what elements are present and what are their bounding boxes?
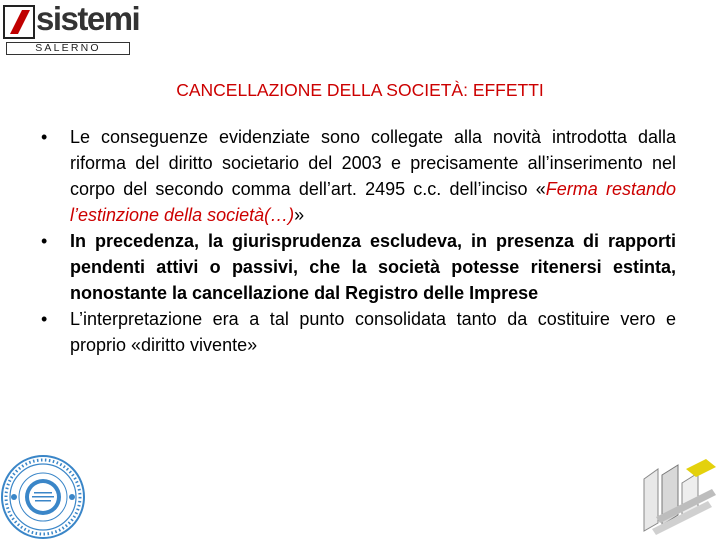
page-title: CANCELLAZIONE DELLA SOCIETÀ: EFFETTI <box>176 80 544 100</box>
bullet-text <box>70 124 676 228</box>
bullet-text-end: » <box>294 205 305 225</box>
bullet-text-start: Le conseguenze evidenziate sono collegate alla novità introdotta dalla riforma del diritto societario del 2003 e precisamente all’inserimento nel corpo del secondo comma dell’art. 2495 c.c. dell’inciso « <box>70 127 676 199</box>
bullet-icon: • <box>41 127 48 147</box>
bullet-text: In precedenza, la giurisprudenza escludeva, in presenza di rapporti pendenti attivi o passivi, che la società potesse ritenersi estinta, nonostante la cancellazione dal Registro delle Imprese <box>70 231 676 303</box>
quoted-clause: Ferma restando l’estinzione della società(…) <box>70 179 676 225</box>
ipsoa-logo-icon <box>636 457 718 537</box>
bullet-list <box>36 124 676 358</box>
bullet-icon: • <box>41 309 48 329</box>
sistemi-mark-icon <box>2 4 36 40</box>
bullet-text: L’interpretazione era a tal punto consolidata tanto da costituire vero e proprio «diritto vivente» <box>70 309 676 355</box>
bullet-item <box>36 306 676 358</box>
logo-wordmark: sistemi <box>36 0 140 37</box>
sistemi-logo <box>2 0 140 57</box>
seal-icon <box>0 454 86 540</box>
bullet-item <box>36 228 676 306</box>
bullet-item <box>36 124 676 228</box>
logo-location-text: SALERNO <box>6 42 130 55</box>
bullet-icon: • <box>41 231 48 251</box>
